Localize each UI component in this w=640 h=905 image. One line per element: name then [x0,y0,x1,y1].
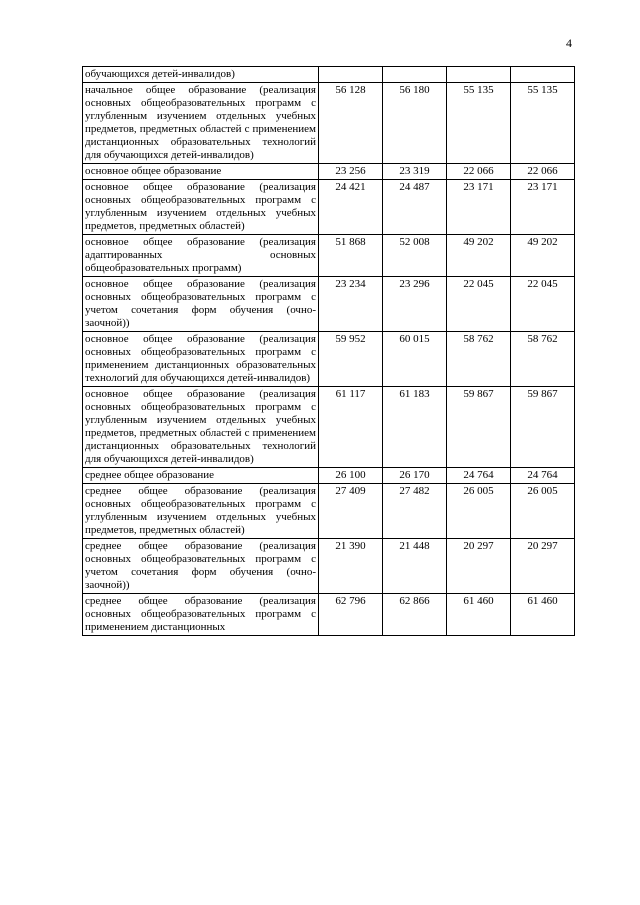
row-value-v4: 61 460 [511,594,575,636]
table-row [83,67,575,83]
row-value-v2: 27 482 [383,484,447,539]
row-value-v1: 61 117 [319,387,383,468]
table-row [83,235,575,277]
table-row [83,180,575,235]
row-value-v2 [383,67,447,83]
table-row [83,83,575,164]
row-value-v3: 59 867 [447,387,511,468]
row-value-v1: 56 128 [319,83,383,164]
row-value-v1: 26 100 [319,468,383,484]
row-value-v2: 62 866 [383,594,447,636]
row-value-v3: 20 297 [447,539,511,594]
row-value-v4: 22 045 [511,277,575,332]
table-row [83,387,575,468]
row-value-v4: 20 297 [511,539,575,594]
row-value-v2: 21 448 [383,539,447,594]
row-value-v3: 55 135 [447,83,511,164]
row-value-v1: 23 234 [319,277,383,332]
row-value-v4: 22 066 [511,164,575,180]
row-description: основное общее образование (реализация адаптированных основных общеобразовательных программ) [83,235,319,277]
row-value-v3: 58 762 [447,332,511,387]
table-row [83,484,575,539]
row-value-v3: 23 171 [447,180,511,235]
row-value-v1 [319,67,383,83]
row-description: основное общее образование (реализация основных общеобразовательных программ с применением дистанционных образовательных технологий для обучающихся детей-инвалидов) [83,332,319,387]
table-row [83,539,575,594]
row-value-v3: 26 005 [447,484,511,539]
row-value-v4: 59 867 [511,387,575,468]
row-value-v4 [511,67,575,83]
row-description: основное общее образование (реализация основных общеобразовательных программ с углубленным изучением отдельных учебных предметов, предметных областей с применением дистанционных образовательных технологий для обучающихся детей-инвалидов) [83,387,319,468]
row-value-v2: 23 319 [383,164,447,180]
row-value-v1: 51 868 [319,235,383,277]
row-description: обучающихся детей-инвалидов) [83,67,319,83]
row-value-v2: 24 487 [383,180,447,235]
table-row [83,277,575,332]
row-value-v2: 26 170 [383,468,447,484]
table-row [83,594,575,636]
row-value-v3: 49 202 [447,235,511,277]
row-description: среднее общее образование (реализация основных общеобразовательных программ с учетом сочетания форм обучения (очно-заочной)) [83,539,319,594]
row-value-v1: 23 256 [319,164,383,180]
row-value-v2: 52 008 [383,235,447,277]
row-value-v3: 24 764 [447,468,511,484]
row-description: основное общее образование (реализация основных общеобразовательных программ с углубленным изучением отдельных учебных предметов, предметных областей) [83,180,319,235]
row-value-v4: 23 171 [511,180,575,235]
row-value-v3: 22 045 [447,277,511,332]
row-value-v2: 56 180 [383,83,447,164]
row-description: основное общее образование [83,164,319,180]
row-value-v1: 24 421 [319,180,383,235]
table-row [83,468,575,484]
row-description: начальное общее образование (реализация основных общеобразовательных программ с углубленным изучением отдельных учебных предметов, предметных областей с применением дистанционных образовательных технологий для обучающихся детей-инвалидов) [83,83,319,164]
table-row [83,164,575,180]
row-value-v3: 61 460 [447,594,511,636]
row-value-v3 [447,67,511,83]
row-description: среднее общее образование [83,468,319,484]
row-value-v1: 62 796 [319,594,383,636]
row-value-v4: 24 764 [511,468,575,484]
row-value-v4: 26 005 [511,484,575,539]
row-value-v4: 49 202 [511,235,575,277]
row-value-v1: 21 390 [319,539,383,594]
row-value-v3: 22 066 [447,164,511,180]
row-description: среднее общее образование (реализация основных общеобразовательных программ с углубленным изучением отдельных учебных предметов, предметных областей) [83,484,319,539]
row-value-v1: 27 409 [319,484,383,539]
row-value-v2: 60 015 [383,332,447,387]
row-description: среднее общее образование (реализация основных общеобразовательных программ с применением дистанционных [83,594,319,636]
row-value-v2: 23 296 [383,277,447,332]
row-description: основное общее образование (реализация основных общеобразовательных программ с учетом сочетания форм обучения (очно-заочной)) [83,277,319,332]
row-value-v2: 61 183 [383,387,447,468]
row-value-v4: 55 135 [511,83,575,164]
row-value-v1: 59 952 [319,332,383,387]
row-value-v4: 58 762 [511,332,575,387]
table-row [83,332,575,387]
page-number: 4 [566,36,572,50]
funding-table [82,66,575,636]
